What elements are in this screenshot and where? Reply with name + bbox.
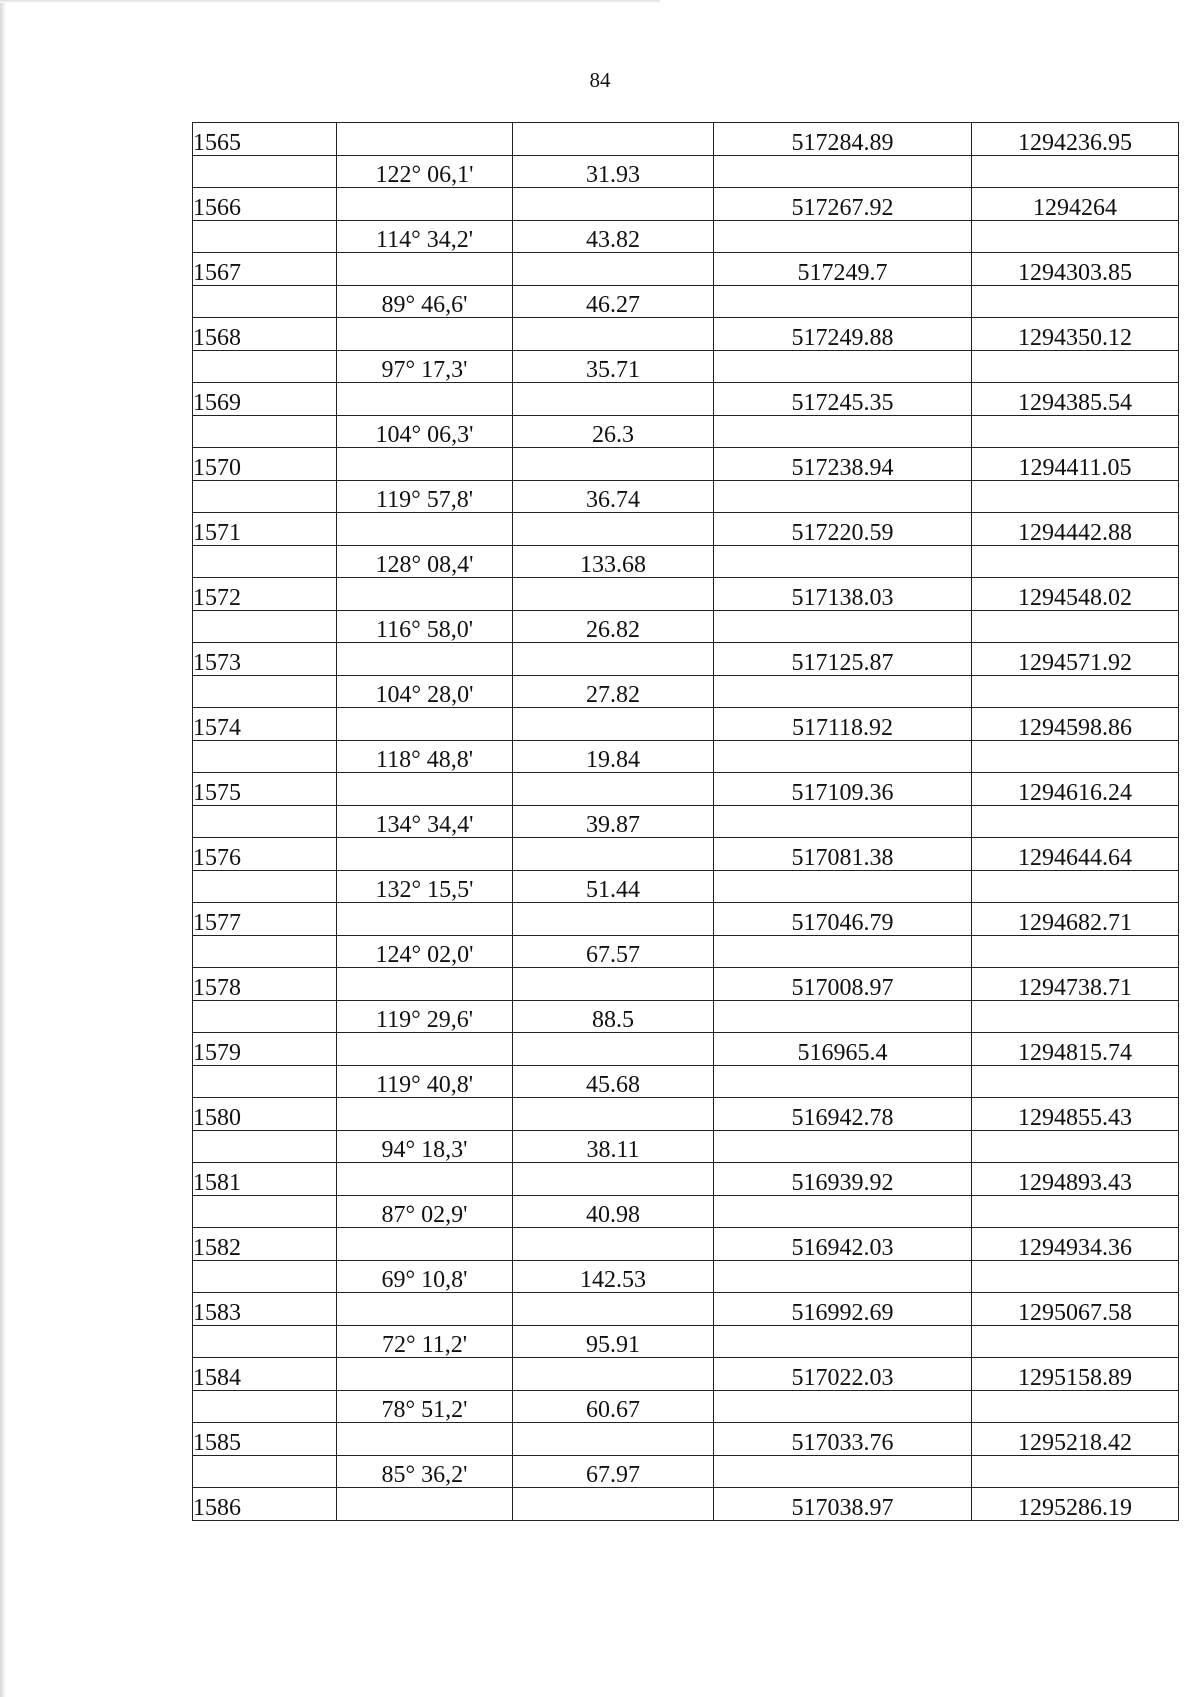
direction-angle-cell — [337, 318, 513, 351]
distance-cell: 39.87 — [513, 805, 714, 838]
y-coordinate-cell — [972, 1065, 1179, 1098]
direction-angle-cell: 104° 06,3' — [337, 415, 513, 448]
direction-angle-cell — [337, 578, 513, 611]
point-number-cell — [193, 870, 337, 903]
x-coordinate-cell: 517284.89 — [714, 123, 972, 156]
direction-angle-cell: 97° 17,3' — [337, 350, 513, 383]
x-coordinate-cell — [714, 1325, 972, 1358]
y-coordinate-cell: 1294893.43 — [972, 1163, 1179, 1196]
point-number-cell: 1575 — [193, 773, 337, 806]
y-coordinate-cell — [972, 870, 1179, 903]
point-number-cell — [193, 220, 337, 253]
direction-angle-cell — [337, 708, 513, 741]
point-number-cell: 1585 — [193, 1423, 337, 1456]
point-number-cell — [193, 480, 337, 513]
direction-angle-cell — [337, 903, 513, 936]
distance-cell: 36.74 — [513, 480, 714, 513]
direction-angle-cell: 89° 46,6' — [337, 285, 513, 318]
direction-angle-cell — [337, 1358, 513, 1391]
y-coordinate-cell: 1294644.64 — [972, 838, 1179, 871]
distance-cell: 95.91 — [513, 1325, 714, 1358]
point-row — [193, 773, 1179, 806]
direction-angle-cell — [337, 968, 513, 1001]
y-coordinate-cell — [972, 1455, 1179, 1488]
point-number-cell: 1566 — [193, 188, 337, 221]
y-coordinate-cell: 1295067.58 — [972, 1293, 1179, 1326]
point-row — [193, 1423, 1179, 1456]
point-row — [193, 123, 1179, 156]
point-number-cell: 1578 — [193, 968, 337, 1001]
distance-cell: 46.27 — [513, 285, 714, 318]
y-coordinate-cell — [972, 1130, 1179, 1163]
segment-row — [193, 740, 1179, 773]
point-number-cell — [193, 1065, 337, 1098]
direction-angle-cell — [337, 123, 513, 156]
scan-left-edge — [0, 0, 6, 1697]
y-coordinate-cell: 1294411.05 — [972, 448, 1179, 481]
distance-cell: 51.44 — [513, 870, 714, 903]
distance-cell — [513, 903, 714, 936]
point-row — [193, 188, 1179, 221]
direction-angle-cell: 118° 48,8' — [337, 740, 513, 773]
y-coordinate-cell: 1294264 — [972, 188, 1179, 221]
direction-angle-cell: 72° 11,2' — [337, 1325, 513, 1358]
point-row — [193, 318, 1179, 351]
x-coordinate-cell: 517245.35 — [714, 383, 972, 416]
y-coordinate-cell: 1294303.85 — [972, 253, 1179, 286]
point-row — [193, 708, 1179, 741]
x-coordinate-cell: 517022.03 — [714, 1358, 972, 1391]
x-coordinate-cell: 517118.92 — [714, 708, 972, 741]
direction-angle-cell: 116° 58,0' — [337, 610, 513, 643]
point-number-cell: 1581 — [193, 1163, 337, 1196]
segment-row — [193, 870, 1179, 903]
point-number-cell: 1582 — [193, 1228, 337, 1261]
distance-cell — [513, 838, 714, 871]
x-coordinate-cell — [714, 285, 972, 318]
distance-cell: 133.68 — [513, 545, 714, 578]
x-coordinate-cell: 517125.87 — [714, 643, 972, 676]
direction-angle-cell: 122° 06,1' — [337, 155, 513, 188]
point-number-cell: 1572 — [193, 578, 337, 611]
direction-angle-cell — [337, 838, 513, 871]
x-coordinate-cell: 517038.97 — [714, 1488, 972, 1521]
x-coordinate-cell: 516942.78 — [714, 1098, 972, 1131]
segment-row — [193, 805, 1179, 838]
direction-angle-cell — [337, 383, 513, 416]
distance-cell: 19.84 — [513, 740, 714, 773]
point-number-cell — [193, 805, 337, 838]
y-coordinate-cell: 1294598.86 — [972, 708, 1179, 741]
distance-cell — [513, 1163, 714, 1196]
segment-row — [193, 350, 1179, 383]
point-number-cell — [193, 935, 337, 968]
segment-row — [193, 480, 1179, 513]
y-coordinate-cell — [972, 155, 1179, 188]
x-coordinate-cell: 516942.03 — [714, 1228, 972, 1261]
point-number-cell: 1583 — [193, 1293, 337, 1326]
direction-angle-cell — [337, 1033, 513, 1066]
point-number-cell — [193, 1130, 337, 1163]
distance-cell: 26.82 — [513, 610, 714, 643]
y-coordinate-cell — [972, 1260, 1179, 1293]
segment-row — [193, 1325, 1179, 1358]
point-number-cell: 1586 — [193, 1488, 337, 1521]
coordinates-table-body — [193, 123, 1179, 1521]
direction-angle-cell — [337, 448, 513, 481]
point-row — [193, 1098, 1179, 1131]
y-coordinate-cell — [972, 350, 1179, 383]
segment-row — [193, 415, 1179, 448]
point-number-cell — [193, 1195, 337, 1228]
direction-angle-cell: 104° 28,0' — [337, 675, 513, 708]
direction-angle-cell — [337, 1423, 513, 1456]
y-coordinate-cell: 1294571.92 — [972, 643, 1179, 676]
segment-row — [193, 935, 1179, 968]
direction-angle-cell — [337, 513, 513, 546]
distance-cell: 38.11 — [513, 1130, 714, 1163]
direction-angle-cell: 94° 18,3' — [337, 1130, 513, 1163]
segment-row — [193, 1390, 1179, 1423]
distance-cell — [513, 578, 714, 611]
point-number-cell — [193, 350, 337, 383]
x-coordinate-cell: 517033.76 — [714, 1423, 972, 1456]
x-coordinate-cell — [714, 480, 972, 513]
distance-cell — [513, 1033, 714, 1066]
y-coordinate-cell: 1295158.89 — [972, 1358, 1179, 1391]
x-coordinate-cell: 517238.94 — [714, 448, 972, 481]
scan-top-edge — [0, 0, 660, 3]
x-coordinate-cell — [714, 350, 972, 383]
x-coordinate-cell: 516939.92 — [714, 1163, 972, 1196]
y-coordinate-cell: 1294616.24 — [972, 773, 1179, 806]
segment-row — [193, 1195, 1179, 1228]
y-coordinate-cell: 1294815.74 — [972, 1033, 1179, 1066]
x-coordinate-cell — [714, 1260, 972, 1293]
y-coordinate-cell — [972, 935, 1179, 968]
x-coordinate-cell: 517249.7 — [714, 253, 972, 286]
point-row — [193, 578, 1179, 611]
segment-row — [193, 1065, 1179, 1098]
point-number-cell: 1571 — [193, 513, 337, 546]
x-coordinate-cell — [714, 1065, 972, 1098]
x-coordinate-cell — [714, 1000, 972, 1033]
point-row — [193, 448, 1179, 481]
y-coordinate-cell: 1294855.43 — [972, 1098, 1179, 1131]
distance-cell — [513, 1358, 714, 1391]
direction-angle-cell — [337, 1228, 513, 1261]
point-number-cell — [193, 1000, 337, 1033]
point-row — [193, 1293, 1179, 1326]
point-number-cell: 1565 — [193, 123, 337, 156]
distance-cell — [513, 1228, 714, 1261]
distance-cell: 26.3 — [513, 415, 714, 448]
distance-cell: 35.71 — [513, 350, 714, 383]
point-row — [193, 513, 1179, 546]
y-coordinate-cell: 1294934.36 — [972, 1228, 1179, 1261]
segment-row — [193, 1000, 1179, 1033]
distance-cell — [513, 1423, 714, 1456]
distance-cell: 88.5 — [513, 1000, 714, 1033]
direction-angle-cell: 124° 02,0' — [337, 935, 513, 968]
point-row — [193, 1033, 1179, 1066]
x-coordinate-cell: 517109.36 — [714, 773, 972, 806]
x-coordinate-cell — [714, 220, 972, 253]
x-coordinate-cell — [714, 155, 972, 188]
x-coordinate-cell: 517138.03 — [714, 578, 972, 611]
direction-angle-cell — [337, 1488, 513, 1521]
point-number-cell: 1569 — [193, 383, 337, 416]
segment-row — [193, 285, 1179, 318]
y-coordinate-cell: 1294442.88 — [972, 513, 1179, 546]
point-number-cell: 1568 — [193, 318, 337, 351]
point-row — [193, 1358, 1179, 1391]
distance-cell: 40.98 — [513, 1195, 714, 1228]
y-coordinate-cell — [972, 610, 1179, 643]
point-number-cell — [193, 1260, 337, 1293]
y-coordinate-cell — [972, 740, 1179, 773]
y-coordinate-cell: 1294350.12 — [972, 318, 1179, 351]
direction-angle-cell: 119° 57,8' — [337, 480, 513, 513]
y-coordinate-cell — [972, 480, 1179, 513]
distance-cell — [513, 1293, 714, 1326]
distance-cell — [513, 188, 714, 221]
point-number-cell — [193, 415, 337, 448]
x-coordinate-cell — [714, 935, 972, 968]
y-coordinate-cell — [972, 805, 1179, 838]
x-coordinate-cell — [714, 545, 972, 578]
point-number-cell: 1579 — [193, 1033, 337, 1066]
x-coordinate-cell — [714, 1390, 972, 1423]
direction-angle-cell: 114° 34,2' — [337, 220, 513, 253]
y-coordinate-cell: 1295286.19 — [972, 1488, 1179, 1521]
x-coordinate-cell: 516965.4 — [714, 1033, 972, 1066]
point-number-cell — [193, 1325, 337, 1358]
segment-row — [193, 155, 1179, 188]
y-coordinate-cell — [972, 1325, 1179, 1358]
point-number-cell — [193, 545, 337, 578]
y-coordinate-cell: 1294548.02 — [972, 578, 1179, 611]
direction-angle-cell: 119° 29,6' — [337, 1000, 513, 1033]
y-coordinate-cell — [972, 220, 1179, 253]
x-coordinate-cell — [714, 415, 972, 448]
y-coordinate-cell: 1294385.54 — [972, 383, 1179, 416]
y-coordinate-cell: 1294682.71 — [972, 903, 1179, 936]
point-row — [193, 383, 1179, 416]
segment-row — [193, 610, 1179, 643]
distance-cell — [513, 968, 714, 1001]
y-coordinate-cell — [972, 545, 1179, 578]
distance-cell: 67.57 — [513, 935, 714, 968]
distance-cell: 45.68 — [513, 1065, 714, 1098]
direction-angle-cell: 78° 51,2' — [337, 1390, 513, 1423]
distance-cell — [513, 383, 714, 416]
point-number-cell — [193, 610, 337, 643]
x-coordinate-cell: 517267.92 — [714, 188, 972, 221]
distance-cell — [513, 1098, 714, 1131]
direction-angle-cell: 132° 15,5' — [337, 870, 513, 903]
distance-cell — [513, 253, 714, 286]
x-coordinate-cell — [714, 675, 972, 708]
segment-row — [193, 675, 1179, 708]
y-coordinate-cell — [972, 415, 1179, 448]
segment-row — [193, 1455, 1179, 1488]
point-row — [193, 1228, 1179, 1261]
point-number-cell — [193, 155, 337, 188]
distance-cell — [513, 1488, 714, 1521]
y-coordinate-cell: 1294738.71 — [972, 968, 1179, 1001]
point-number-cell: 1584 — [193, 1358, 337, 1391]
point-number-cell: 1574 — [193, 708, 337, 741]
x-coordinate-cell: 517008.97 — [714, 968, 972, 1001]
direction-angle-cell — [337, 188, 513, 221]
distance-cell: 27.82 — [513, 675, 714, 708]
distance-cell — [513, 318, 714, 351]
y-coordinate-cell — [972, 1000, 1179, 1033]
x-coordinate-cell — [714, 870, 972, 903]
direction-angle-cell: 128° 08,4' — [337, 545, 513, 578]
point-number-cell — [193, 1390, 337, 1423]
point-row — [193, 1488, 1179, 1521]
point-row — [193, 968, 1179, 1001]
x-coordinate-cell: 517081.38 — [714, 838, 972, 871]
distance-cell: 31.93 — [513, 155, 714, 188]
point-number-cell — [193, 1455, 337, 1488]
segment-row — [193, 1260, 1179, 1293]
point-row — [193, 253, 1179, 286]
distance-cell — [513, 513, 714, 546]
point-number-cell — [193, 675, 337, 708]
x-coordinate-cell — [714, 610, 972, 643]
x-coordinate-cell — [714, 740, 972, 773]
segment-row — [193, 1130, 1179, 1163]
x-coordinate-cell: 517046.79 — [714, 903, 972, 936]
distance-cell: 142.53 — [513, 1260, 714, 1293]
distance-cell — [513, 123, 714, 156]
direction-angle-cell — [337, 253, 513, 286]
point-number-cell: 1576 — [193, 838, 337, 871]
y-coordinate-cell — [972, 1195, 1179, 1228]
x-coordinate-cell: 517249.88 — [714, 318, 972, 351]
distance-cell: 67.97 — [513, 1455, 714, 1488]
segment-row — [193, 220, 1179, 253]
x-coordinate-cell — [714, 1195, 972, 1228]
y-coordinate-cell: 1294236.95 — [972, 123, 1179, 156]
point-number-cell: 1573 — [193, 643, 337, 676]
direction-angle-cell: 134° 34,4' — [337, 805, 513, 838]
point-number-cell: 1570 — [193, 448, 337, 481]
direction-angle-cell — [337, 643, 513, 676]
y-coordinate-cell — [972, 1390, 1179, 1423]
direction-angle-cell — [337, 1098, 513, 1131]
direction-angle-cell: 87° 02,9' — [337, 1195, 513, 1228]
distance-cell — [513, 773, 714, 806]
x-coordinate-cell: 516992.69 — [714, 1293, 972, 1326]
y-coordinate-cell — [972, 285, 1179, 318]
direction-angle-cell: 119° 40,8' — [337, 1065, 513, 1098]
distance-cell — [513, 448, 714, 481]
point-number-cell — [193, 740, 337, 773]
y-coordinate-cell: 1295218.42 — [972, 1423, 1179, 1456]
x-coordinate-cell — [714, 1455, 972, 1488]
point-row — [193, 903, 1179, 936]
coordinates-table — [192, 122, 1179, 1521]
x-coordinate-cell: 517220.59 — [714, 513, 972, 546]
point-row — [193, 643, 1179, 676]
direction-angle-cell: 69° 10,8' — [337, 1260, 513, 1293]
page-number: 84 — [589, 68, 611, 92]
distance-cell — [513, 708, 714, 741]
x-coordinate-cell — [714, 1130, 972, 1163]
point-row — [193, 1163, 1179, 1196]
point-number-cell: 1567 — [193, 253, 337, 286]
distance-cell — [513, 643, 714, 676]
point-number-cell: 1580 — [193, 1098, 337, 1131]
direction-angle-cell — [337, 1293, 513, 1326]
distance-cell: 60.67 — [513, 1390, 714, 1423]
direction-angle-cell — [337, 773, 513, 806]
distance-cell: 43.82 — [513, 220, 714, 253]
point-row — [193, 838, 1179, 871]
point-number-cell: 1577 — [193, 903, 337, 936]
y-coordinate-cell — [972, 675, 1179, 708]
point-number-cell — [193, 285, 337, 318]
direction-angle-cell: 85° 36,2' — [337, 1455, 513, 1488]
segment-row — [193, 545, 1179, 578]
x-coordinate-cell — [714, 805, 972, 838]
direction-angle-cell — [337, 1163, 513, 1196]
